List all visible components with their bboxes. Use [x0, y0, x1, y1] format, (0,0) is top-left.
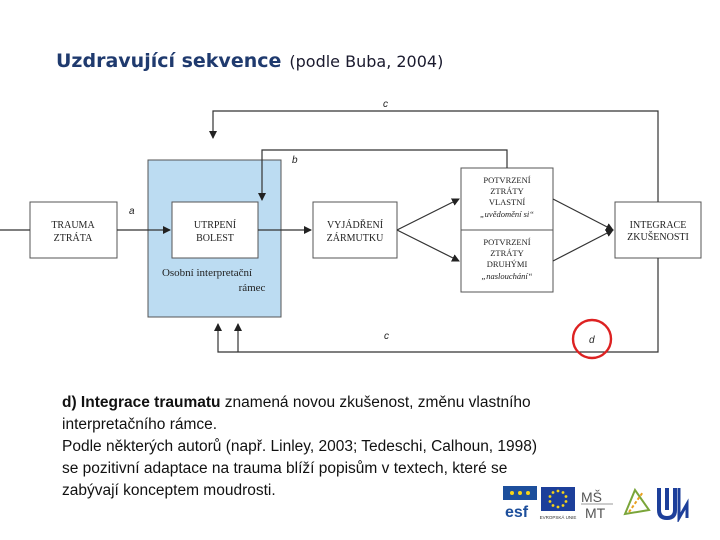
svg-text:esf: esf [505, 504, 529, 521]
svg-text:MT: MT [585, 505, 606, 521]
bold-lead: d) Integrace traumatu [62, 394, 221, 411]
msmt-logo [581, 489, 613, 521]
op-logo [625, 490, 649, 514]
pain-label-2: BOLEST [196, 233, 234, 244]
arrow-self-integration [553, 199, 613, 230]
paragraph-line-3: Podle některých autorů (např. Linley, 2003; Tedeschi, Calhoun, 1998) [62, 438, 538, 455]
eu-caption: EVROPSKÁ UNIE [539, 515, 577, 520]
label-c-top: c [383, 99, 388, 110]
confirm-others-label-4: „naslouchání“ [481, 271, 533, 281]
confirm-self-label-3: VLASTNÍ [488, 197, 526, 207]
slide-subtitle: (podle Buba, 2004) [289, 52, 444, 71]
integration-label-2: ZKUŠENOSTI [627, 232, 689, 243]
integration-label-1: INTEGRACE [629, 220, 687, 231]
eu-flag-logo [540, 487, 577, 520]
label-d: d [589, 335, 595, 346]
confirm-others-label-1: POTVRZENÍ [483, 237, 531, 247]
confirm-others-label-3: DRUHÝMI [486, 259, 528, 269]
svg-text:MŠ: MŠ [581, 489, 602, 505]
pain-label-1: UTRPENÍ [193, 220, 237, 231]
trauma-label-2: ZTRÁTA [53, 233, 93, 244]
grief-label-2: ZÁRMUTKU [326, 233, 384, 244]
paragraph-line-5: zabývají konceptem moudrosti. [62, 482, 276, 499]
sponsor-logos [503, 484, 693, 522]
confirm-self-label-2: ZTRÁTY [490, 186, 524, 196]
grief-label-1: VYJÁDŘENÍ [326, 220, 384, 231]
arrow-grief-self [397, 199, 459, 230]
confirm-self-label-1: POTVRZENÍ [483, 175, 531, 185]
frame-label-2: rámec [238, 282, 266, 294]
label-c-bottom: c [384, 331, 389, 342]
paragraph-line-2: interpretačního rámce. [62, 416, 218, 433]
esf-logo [503, 486, 537, 521]
line1-rest: znamená novou zkušenost, změnu vlastního [220, 394, 531, 411]
arrow-others-integration [553, 230, 613, 261]
confirm-others-label-2: ZTRÁTY [490, 248, 524, 258]
label-a: a [129, 206, 135, 217]
frame-label-1: Osobní interpretační [161, 267, 253, 279]
paragraph-line-1 [62, 392, 662, 414]
trauma-label-1: TRAUMA [51, 220, 95, 231]
arrow-grief-others [397, 230, 459, 261]
paragraph-line-4: se pozitivní adaptace na trauma blíží popisům v textech, které se [62, 460, 508, 477]
confirm-self-label-4: „uvědomění si“ [479, 209, 535, 219]
slide-title-main: Uzdravující sekvence [56, 50, 282, 72]
university-logo [659, 488, 687, 518]
label-b: b [292, 155, 298, 166]
